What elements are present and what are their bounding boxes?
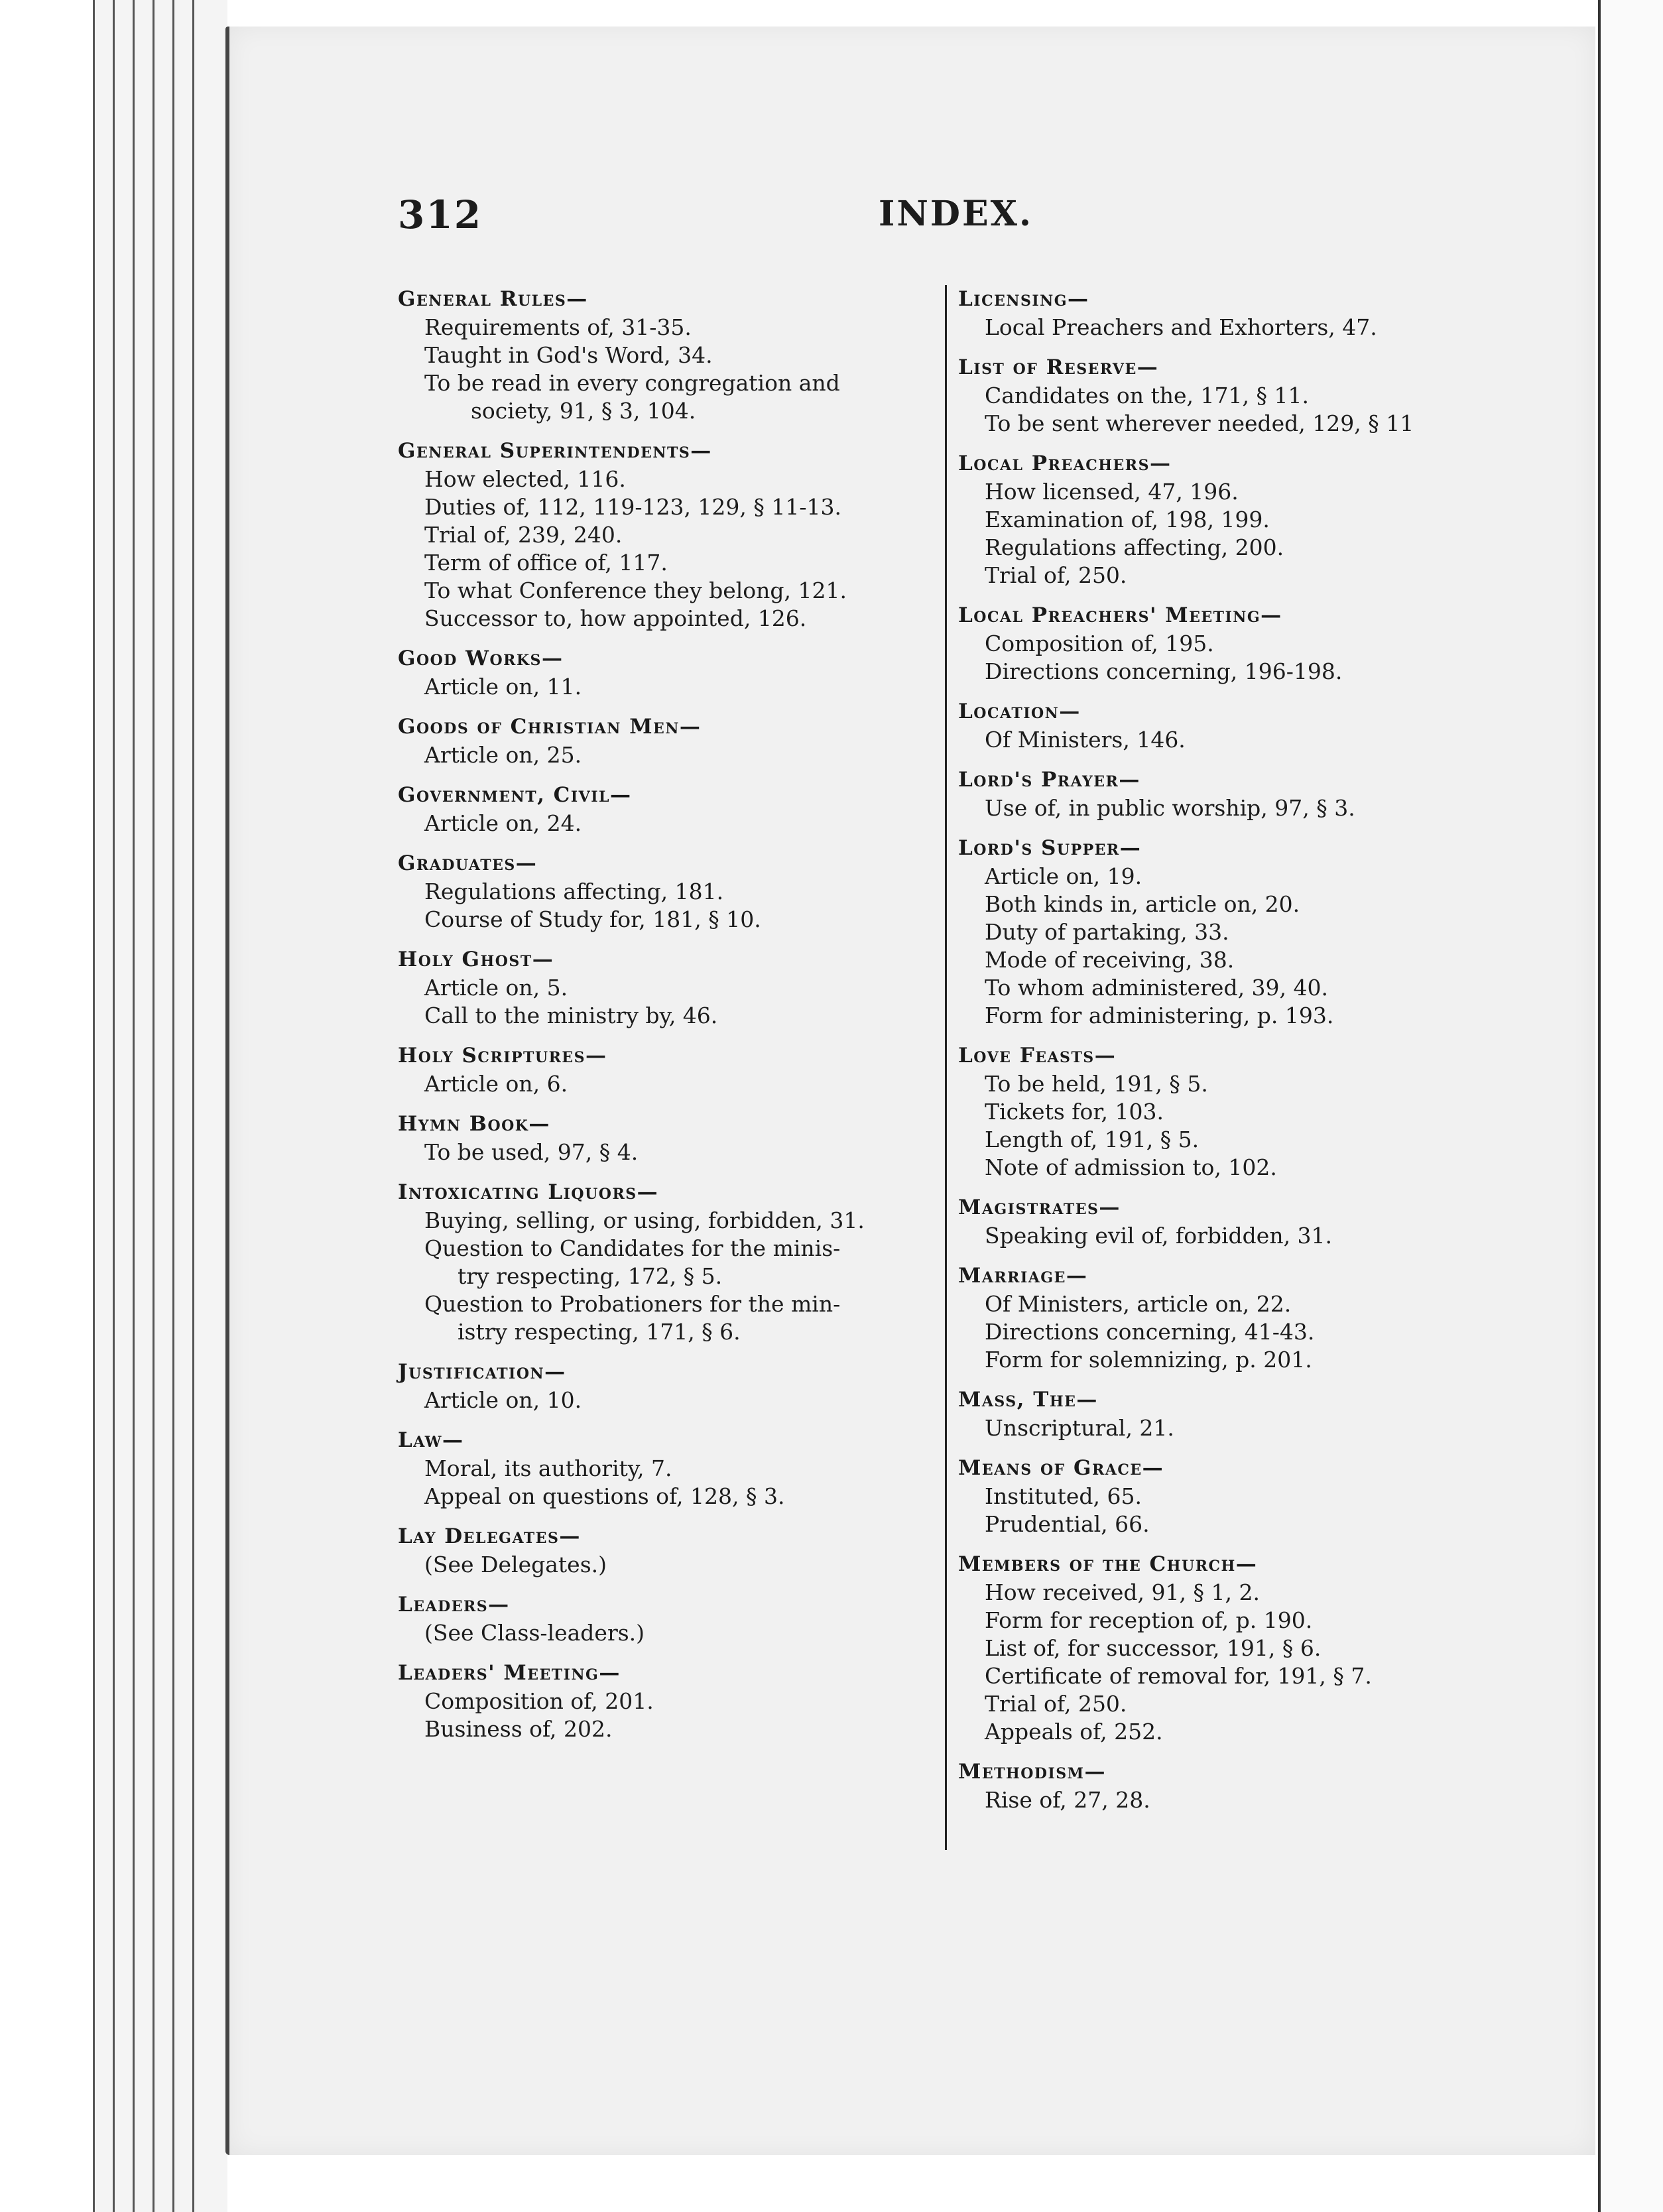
- column-divider: [945, 285, 947, 1850]
- entry-heading: General Rules—: [398, 287, 588, 311]
- entry-line: Tickets for, 103.: [985, 1099, 1164, 1125]
- entry-heading: Local Preachers' Meeting—: [958, 603, 1282, 627]
- entry-line: Business of, 202.: [424, 1716, 613, 1742]
- entry-line: Composition of, 195.: [985, 631, 1214, 656]
- entry-line: istry respecting, 171, § 6.: [458, 1319, 741, 1345]
- entry-heading: Means of Grace—: [958, 1456, 1164, 1480]
- entry-line: Call to the ministry by, 46.: [424, 1003, 718, 1028]
- entry-line: Form for reception of, p. 190.: [985, 1607, 1313, 1633]
- entry-line: Directions concerning, 196-198.: [985, 658, 1343, 684]
- entry-line: Duties of, 112, 119-123, 129, § 11-13.: [424, 494, 842, 520]
- entry-heading: Holy Ghost—: [398, 948, 554, 971]
- entry-line: Term of office of, 117.: [424, 550, 668, 576]
- entry-line: Candidates on the, 171, § 11.: [985, 383, 1309, 408]
- entry-line: Regulations affecting, 181.: [424, 879, 724, 904]
- index-entry: [958, 353, 1502, 438]
- entry-line: Trial of, 250.: [985, 1691, 1127, 1717]
- entry-heading: Goods of Christian Men—: [398, 715, 702, 739]
- entry-line: Mode of receiving, 38.: [985, 947, 1235, 973]
- entry-heading: Holy Scriptures—: [398, 1044, 607, 1068]
- index-entry: [958, 1262, 1502, 1374]
- index-entry: [398, 1178, 948, 1346]
- page-title: INDEX.: [879, 194, 1034, 234]
- index-entry: [958, 601, 1502, 686]
- entry-heading: General Superintendents—: [398, 439, 712, 463]
- index-entry: [398, 713, 948, 769]
- index-entry: [398, 1358, 948, 1414]
- index-entry: [958, 766, 1502, 822]
- entry-line: List of, for successor, 191, § 6.: [985, 1635, 1322, 1661]
- entry-line: Rise of, 27, 28.: [985, 1787, 1150, 1813]
- facing-page-edge: [1598, 0, 1663, 2212]
- index-column-left: [398, 285, 948, 1755]
- entry-line: Article on, 24.: [424, 810, 582, 836]
- index-entry: [398, 437, 948, 633]
- entry-line: Article on, 5.: [424, 975, 568, 1001]
- index-entry: [398, 645, 948, 701]
- entry-line: Length of, 191, § 5.: [985, 1127, 1200, 1152]
- entry-line: Duty of partaking, 33.: [985, 919, 1229, 945]
- entry-line: Instituted, 65.: [985, 1483, 1142, 1509]
- entry-line: Of Ministers, article on, 22.: [985, 1291, 1292, 1317]
- index-entry: [398, 285, 948, 425]
- entry-line: Buying, selling, or using, forbidden, 31.: [424, 1207, 865, 1233]
- entry-heading: Lord's Supper—: [958, 836, 1142, 860]
- index-entry: [398, 1659, 948, 1743]
- entry-line: Successor to, how appointed, 126.: [424, 605, 807, 631]
- entry-line: Article on, 10.: [424, 1387, 582, 1413]
- index-entry: [398, 849, 948, 934]
- entry-line: To be held, 191, § 5.: [985, 1071, 1208, 1097]
- entry-line: To be read in every congregation and: [424, 370, 840, 396]
- index-entry: [398, 1591, 948, 1647]
- entry-line: Question to Candidates for the minis-: [424, 1235, 841, 1261]
- entry-heading: Lay Delegates—: [398, 1524, 581, 1548]
- entry-heading: Love Feasts—: [958, 1044, 1117, 1068]
- entry-line: Appeals of, 252.: [985, 1719, 1163, 1745]
- entry-line: Composition of, 201.: [424, 1688, 654, 1714]
- entry-line: Unscriptural, 21.: [985, 1415, 1174, 1441]
- entry-line: Article on, 19.: [985, 863, 1142, 889]
- entry-line: Regulations affecting, 200.: [985, 534, 1284, 560]
- entry-line: Moral, its authority, 7.: [424, 1455, 672, 1481]
- entry-line: society, 91, § 3, 104.: [471, 398, 696, 424]
- entry-heading: Law—: [398, 1428, 464, 1452]
- entry-line: Note of admission to, 102.: [985, 1154, 1277, 1180]
- index-entry: [958, 834, 1502, 1030]
- entry-line: Certificate of removal for, 191, § 7.: [985, 1663, 1372, 1689]
- entry-line: Trial of, 239, 240.: [424, 522, 623, 548]
- entry-line: try respecting, 172, § 5.: [458, 1263, 723, 1289]
- entry-heading: Lord's Prayer—: [958, 768, 1140, 792]
- entry-line: Trial of, 250.: [985, 562, 1127, 588]
- entry-heading: Good Works—: [398, 646, 564, 670]
- index-entry: [398, 1426, 948, 1510]
- entry-line: Article on, 11.: [424, 674, 582, 700]
- entry-heading: Mass, The—: [958, 1388, 1098, 1412]
- entry-heading: Justification—: [398, 1360, 566, 1384]
- entry-line: Use of, in public worship, 97, § 3.: [985, 795, 1355, 821]
- entry-heading: Members of the Church—: [958, 1552, 1258, 1576]
- entry-heading: Magistrates—: [958, 1196, 1121, 1219]
- entry-line: How licensed, 47, 196.: [985, 479, 1239, 505]
- entry-line: Form for administering, p. 193.: [985, 1003, 1334, 1028]
- index-entry: [958, 1454, 1502, 1538]
- entry-line: Course of Study for, 181, § 10.: [424, 906, 761, 932]
- entry-line: How received, 91, § 1, 2.: [985, 1579, 1260, 1605]
- index-entry: [958, 1194, 1502, 1250]
- entry-heading: Licensing—: [958, 287, 1089, 311]
- entry-line: Question to Probationers for the min-: [424, 1291, 841, 1317]
- entry-line: To whom administered, 39, 40.: [985, 975, 1328, 1001]
- entry-line: (See Delegates.): [424, 1552, 607, 1577]
- entry-heading: Leaders' Meeting—: [398, 1661, 621, 1685]
- index-entry: [398, 1522, 948, 1579]
- entry-line: How elected, 116.: [424, 466, 626, 492]
- index-entry: [958, 1042, 1502, 1182]
- entry-line: (See Class-leaders.): [424, 1620, 645, 1646]
- entry-line: Examination of, 198, 199.: [985, 507, 1270, 532]
- entry-heading: Hymn Book—: [398, 1112, 550, 1136]
- index-entry: [398, 1110, 948, 1166]
- entry-line: Of Ministers, 146.: [985, 727, 1186, 753]
- index-entry: [958, 450, 1502, 589]
- entry-heading: Graduates—: [398, 851, 538, 875]
- entry-heading: Methodism—: [958, 1760, 1107, 1784]
- index-entry: [958, 1758, 1502, 1814]
- index-entry: [398, 946, 948, 1030]
- entry-line: Local Preachers and Exhorters, 47.: [985, 314, 1377, 340]
- entry-line: Both kinds in, article on, 20.: [985, 891, 1300, 917]
- entry-line: Article on, 25.: [424, 742, 582, 768]
- entry-line: To be used, 97, § 4.: [424, 1139, 639, 1165]
- entry-heading: Leaders—: [398, 1593, 510, 1617]
- entry-line: Directions concerning, 41-43.: [985, 1319, 1315, 1345]
- entry-heading: Marriage—: [958, 1264, 1088, 1288]
- index-entry: [958, 1550, 1502, 1746]
- index-entry: [958, 285, 1502, 341]
- page-header: [398, 192, 1446, 245]
- index-entry: [398, 781, 948, 837]
- entry-line: To what Conference they belong, 121.: [424, 578, 847, 603]
- entry-line: Requirements of, 31-35.: [424, 314, 692, 340]
- entry-line: Form for solemnizing, p. 201.: [985, 1347, 1312, 1373]
- entry-line: Prudential, 66.: [985, 1511, 1150, 1537]
- entry-heading: Intoxicating Liquors—: [398, 1180, 659, 1204]
- page-number: 312: [398, 192, 483, 237]
- entry-line: Taught in God's Word, 34.: [424, 342, 713, 368]
- entry-heading: List of Reserve—: [958, 355, 1159, 379]
- entry-heading: Government, Civil—: [398, 783, 632, 807]
- entry-heading: Location—: [958, 700, 1081, 723]
- index-entry: [958, 1386, 1502, 1442]
- entry-line: To be sent wherever needed, 129, § 11: [985, 410, 1414, 436]
- entry-line: Appeal on questions of, 128, § 3.: [424, 1483, 785, 1509]
- entry-line: Article on, 6.: [424, 1071, 568, 1097]
- index-entry: [398, 1042, 948, 1098]
- index-entry: [958, 698, 1502, 754]
- index-column-right: [958, 285, 1502, 1826]
- entry-heading: Local Preachers—: [958, 452, 1172, 475]
- entry-line: Speaking evil of, forbidden, 31.: [985, 1223, 1333, 1249]
